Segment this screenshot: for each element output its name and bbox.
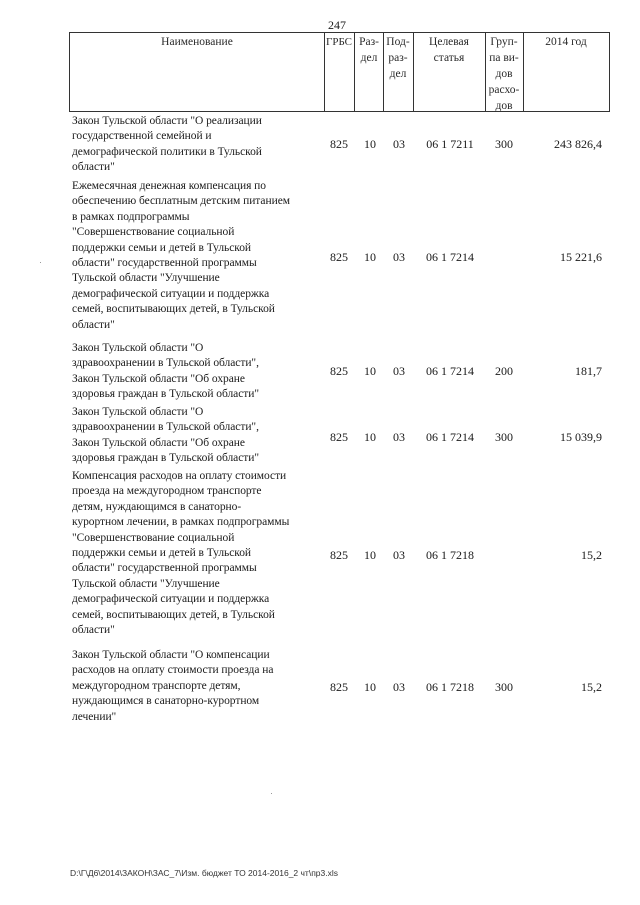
row-name-line: области" государственной программы — [72, 562, 257, 575]
header-gruppa-line: расхо- — [488, 84, 520, 96]
row-tselevaya: 06 1 7214 — [426, 364, 474, 378]
row-name-line: Закон Тульской области "О — [72, 406, 204, 418]
header-tselevaya-line: Целевая — [429, 36, 469, 48]
row-name-line: проезда на междугородном транспорте — [72, 485, 262, 498]
header-bottom-border — [69, 111, 610, 112]
row-grbs: 825 — [330, 250, 348, 264]
row-name-line: Закон Тульской области "Об охране — [72, 372, 245, 385]
row-podrazdel: 03 — [393, 137, 405, 151]
header-name: Наименование — [161, 36, 233, 48]
row-razdel: 10 — [364, 250, 376, 264]
header-tselevaya — [413, 34, 485, 66]
row-gruppa: 300 — [495, 430, 513, 444]
row-tselevaya: 06 1 7218 — [426, 548, 474, 562]
header-gruppa-line: дов — [495, 68, 513, 80]
row-name-line: здравоохранении в Тульской области", — [72, 357, 259, 370]
row-name-line: Тульской области "Улучшение — [72, 577, 220, 590]
header-col-divider — [609, 32, 610, 112]
scan-speck — [40, 262, 41, 263]
row-grbs: 825 — [330, 137, 348, 151]
row-name-line: Закон Тульской области "О — [72, 342, 204, 354]
row-name-line: обеспечению бесплатным детским питанием — [72, 195, 290, 208]
row-name-line: области" — [72, 161, 115, 174]
row-name-line: демографической политики в Тульской — [72, 145, 262, 158]
row-sum: 243 826,4 — [554, 137, 602, 151]
row-sum: 15,2 — [581, 680, 602, 694]
header-podrazdel — [383, 34, 413, 82]
row-name-line: "Совершенствование социальной — [72, 531, 235, 544]
row-tselevaya: 06 1 7211 — [426, 137, 474, 151]
row-podrazdel: 03 — [393, 680, 405, 694]
row-razdel: 10 — [364, 430, 376, 444]
row-name-line: курортном лечении, в рамках подпрограммы — [72, 516, 290, 529]
row-grbs: 825 — [330, 680, 348, 694]
row-sum: 181,7 — [575, 364, 602, 378]
row-razdel: 10 — [364, 548, 376, 562]
row-name-line: "Совершенствование социальной — [72, 226, 235, 239]
row-name-line: поддержки семьи и детей в Тульской — [72, 547, 252, 560]
header-top-border — [69, 32, 610, 33]
row-tselevaya: 06 1 7218 — [426, 680, 474, 694]
row-name-line: семей, воспитывающих детей, в Тульской — [72, 608, 275, 621]
row-name-line: в рамках подпрограммы — [72, 210, 190, 223]
header-tselevaya-line: статья — [433, 52, 465, 64]
header-podrazdel-line: раз- — [388, 52, 408, 64]
header-year: 2014 год — [545, 36, 587, 48]
row-podrazdel: 03 — [393, 430, 405, 444]
row-name-line: государственной семейной и — [72, 130, 212, 143]
page-number: 247 — [328, 18, 346, 32]
row-name-line: поддержки семьи и детей в Тульской — [72, 241, 252, 254]
header-gruppa-line: дов — [495, 100, 513, 112]
row-podrazdel: 03 — [393, 548, 405, 562]
row-sum: 15 221,6 — [560, 250, 602, 264]
row-name — [72, 469, 324, 638]
row-sum: 15 039,9 — [560, 430, 602, 444]
header-gruppa — [485, 34, 523, 114]
row-name — [72, 114, 324, 176]
row-name-line: здоровья граждан в Тульской области" — [72, 452, 259, 465]
row-podrazdel: 03 — [393, 250, 405, 264]
header-col-divider — [69, 32, 70, 112]
row-grbs: 825 — [330, 364, 348, 378]
row-name — [72, 648, 324, 725]
row-podrazdel: 03 — [393, 364, 405, 378]
row-gruppa: 200 — [495, 364, 513, 378]
row-name-line: нуждающимся в санаторно-курортном — [72, 695, 260, 708]
header-podrazdel-line: дел — [389, 68, 407, 80]
header-podrazdel-line: Под- — [386, 36, 410, 48]
header-razdel-line: дел — [360, 52, 378, 64]
row-name-line: Закон Тульской области "О реализации — [72, 115, 262, 127]
row-name — [72, 405, 324, 467]
row-name-line: области" — [72, 318, 115, 331]
header-gruppa-line: Груп- — [490, 36, 518, 48]
row-name — [72, 179, 324, 333]
header-razdel-line: Раз- — [359, 36, 379, 48]
row-tselevaya: 06 1 7214 — [426, 250, 474, 264]
header-gruppa-line: па ви- — [489, 52, 519, 64]
row-grbs: 825 — [330, 548, 348, 562]
row-name-line: области" государственной программы — [72, 257, 257, 270]
row-name-line: междугородном транспорте детям, — [72, 679, 241, 692]
row-name-line: Закон Тульской области "О компенсации — [72, 649, 270, 661]
row-name-line: демографической ситуации и поддержка — [72, 593, 270, 606]
row-name-line: Компенсация расходов на оплату стоимости — [72, 470, 287, 482]
header-grbs: ГРБС — [325, 36, 353, 48]
header-razdel — [354, 34, 384, 66]
row-tselevaya: 06 1 7214 — [426, 430, 474, 444]
row-name-line: Закон Тульской области "Об охране — [72, 436, 245, 449]
row-name-line: области" — [72, 624, 115, 637]
row-razdel: 10 — [364, 680, 376, 694]
row-gruppa: 300 — [495, 137, 513, 151]
row-name-line: лечении" — [72, 710, 117, 723]
row-gruppa: 300 — [495, 680, 513, 694]
row-name-line: здравоохранении в Тульской области", — [72, 421, 259, 434]
footer-file-path: D:\Г\Д6\2014\ЗАКОН\ЗАС_7\Изм. бюджет ТО 2014-2016_2 чт\пр3.xls — [70, 868, 338, 878]
row-name-line: Тульской области "Улучшение — [72, 272, 220, 285]
row-name-line: расходов на оплату стоимости проезда на — [72, 664, 274, 677]
row-name-line: Ежемесячная денежная компенсация по — [72, 180, 266, 192]
scan-speck — [271, 793, 272, 794]
row-name-line: детям, нуждающимся в санаторно- — [72, 500, 242, 513]
row-grbs: 825 — [330, 430, 348, 444]
row-name-line: здоровья граждан в Тульской области" — [72, 388, 259, 401]
row-name — [72, 341, 324, 403]
row-razdel: 10 — [364, 364, 376, 378]
row-name-line: семей, воспитывающих детей, в Тульской — [72, 303, 275, 316]
row-name-line: демографической ситуации и поддержка — [72, 287, 270, 300]
row-sum: 15,2 — [581, 548, 602, 562]
row-razdel: 10 — [364, 137, 376, 151]
